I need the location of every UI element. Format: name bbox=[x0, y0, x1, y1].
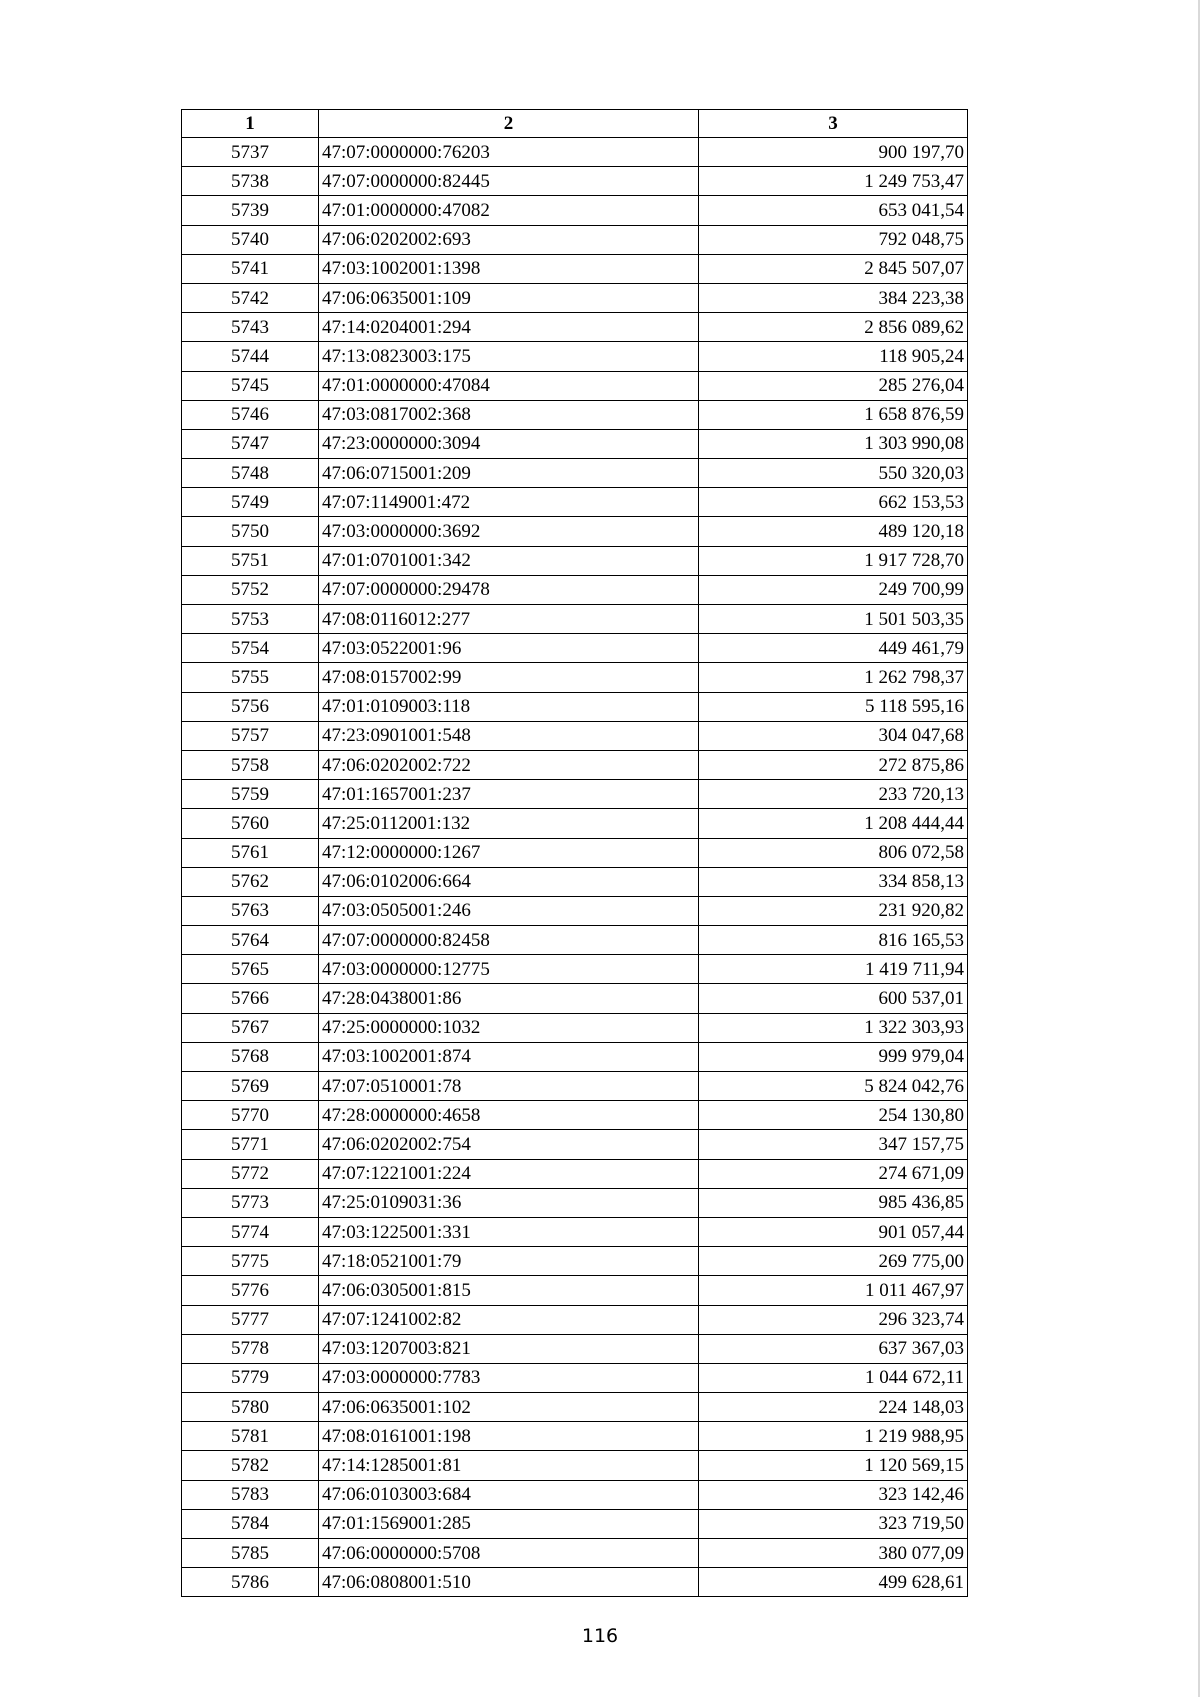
table-row bbox=[182, 1276, 968, 1305]
cadastral-value: 985 436,85 bbox=[699, 1188, 968, 1217]
row-number: 5776 bbox=[182, 1276, 319, 1305]
cadastral-number: 47:03:0000000:3692 bbox=[319, 517, 699, 546]
cadastral-number: 47:28:0000000:4658 bbox=[319, 1101, 699, 1130]
cadastral-number: 47:06:0103003:684 bbox=[319, 1480, 699, 1509]
table-row bbox=[182, 429, 968, 458]
cadastral-value: 816 165,53 bbox=[699, 926, 968, 955]
row-number: 5775 bbox=[182, 1247, 319, 1276]
table-row bbox=[182, 1159, 968, 1188]
row-number: 5779 bbox=[182, 1363, 319, 1392]
table-row bbox=[182, 1451, 968, 1480]
cadastral-value: 274 671,09 bbox=[699, 1159, 968, 1188]
cadastral-value: 2 856 089,62 bbox=[699, 313, 968, 342]
table-row bbox=[182, 1305, 968, 1334]
page-number: 116 bbox=[581, 1625, 619, 1647]
row-number: 5748 bbox=[182, 459, 319, 488]
cadastral-value: 5 824 042,76 bbox=[699, 1072, 968, 1101]
table-row bbox=[182, 283, 968, 312]
cadastral-value: 637 367,03 bbox=[699, 1334, 968, 1363]
row-number: 5773 bbox=[182, 1188, 319, 1217]
row-number: 5756 bbox=[182, 692, 319, 721]
cadastral-value: 901 057,44 bbox=[699, 1217, 968, 1246]
cadastral-number: 47:06:0305001:815 bbox=[319, 1276, 699, 1305]
table-row bbox=[182, 546, 968, 575]
cadastral-value: 900 197,70 bbox=[699, 138, 968, 167]
table-body bbox=[182, 138, 968, 1597]
row-number: 5757 bbox=[182, 721, 319, 750]
row-number: 5765 bbox=[182, 955, 319, 984]
cadastral-number: 47:06:0715001:209 bbox=[319, 459, 699, 488]
table-row bbox=[182, 225, 968, 254]
row-number: 5747 bbox=[182, 429, 319, 458]
cadastral-number: 47:07:0000000:76203 bbox=[319, 138, 699, 167]
cadastral-value: 1 303 990,08 bbox=[699, 429, 968, 458]
cadastral-number: 47:18:0521001:79 bbox=[319, 1247, 699, 1276]
cadastral-value: 304 047,68 bbox=[699, 721, 968, 750]
cadastral-value: 285 276,04 bbox=[699, 371, 968, 400]
cadastral-value: 323 719,50 bbox=[699, 1509, 968, 1538]
cadastral-value: 269 775,00 bbox=[699, 1247, 968, 1276]
header-col-3: 3 bbox=[699, 110, 968, 138]
table-row bbox=[182, 1480, 968, 1509]
cadastral-number: 47:06:0808001:510 bbox=[319, 1568, 699, 1597]
cadastral-number: 47:03:0817002:368 bbox=[319, 400, 699, 429]
cadastral-value: 323 142,46 bbox=[699, 1480, 968, 1509]
table-row bbox=[182, 1101, 968, 1130]
row-number: 5740 bbox=[182, 225, 319, 254]
cadastral-value: 662 153,53 bbox=[699, 488, 968, 517]
row-number: 5782 bbox=[182, 1451, 319, 1480]
row-number: 5786 bbox=[182, 1568, 319, 1597]
cadastral-number: 47:06:0202002:722 bbox=[319, 750, 699, 779]
cadastral-number: 47:01:0000000:47082 bbox=[319, 196, 699, 225]
row-number: 5769 bbox=[182, 1072, 319, 1101]
cadastral-number: 47:03:0522001:96 bbox=[319, 634, 699, 663]
table-header bbox=[182, 110, 968, 138]
row-number: 5744 bbox=[182, 342, 319, 371]
table-row bbox=[182, 1042, 968, 1071]
cadastral-number: 47:03:0000000:7783 bbox=[319, 1363, 699, 1392]
row-number: 5764 bbox=[182, 926, 319, 955]
row-number: 5742 bbox=[182, 283, 319, 312]
cadastral-value: 806 072,58 bbox=[699, 838, 968, 867]
cadastral-value: 380 077,09 bbox=[699, 1539, 968, 1568]
cadastral-number: 47:25:0000000:1032 bbox=[319, 1013, 699, 1042]
row-number: 5767 bbox=[182, 1013, 319, 1042]
cadastral-value: 1 219 988,95 bbox=[699, 1422, 968, 1451]
cadastral-value: 1 249 753,47 bbox=[699, 167, 968, 196]
cadastral-value: 1 501 503,35 bbox=[699, 605, 968, 634]
row-number: 5737 bbox=[182, 138, 319, 167]
cadastral-value: 118 905,24 bbox=[699, 342, 968, 371]
table-row bbox=[182, 867, 968, 896]
table-row bbox=[182, 692, 968, 721]
cadastral-number: 47:06:0202002:693 bbox=[319, 225, 699, 254]
table-row bbox=[182, 138, 968, 167]
cadastral-number: 47:01:0109003:118 bbox=[319, 692, 699, 721]
table-row bbox=[182, 1509, 968, 1538]
cadastral-value: 999 979,04 bbox=[699, 1042, 968, 1071]
table-row bbox=[182, 634, 968, 663]
cadastral-value: 1 208 444,44 bbox=[699, 809, 968, 838]
cadastral-number: 47:13:0823003:175 bbox=[319, 342, 699, 371]
cadastral-number: 47:01:0000000:47084 bbox=[319, 371, 699, 400]
table-row bbox=[182, 1568, 968, 1597]
cadastral-value: 233 720,13 bbox=[699, 780, 968, 809]
table-row bbox=[182, 1013, 968, 1042]
table-row bbox=[182, 1188, 968, 1217]
cadastral-value: 1 262 798,37 bbox=[699, 663, 968, 692]
row-number: 5772 bbox=[182, 1159, 319, 1188]
row-number: 5783 bbox=[182, 1480, 319, 1509]
table-row bbox=[182, 663, 968, 692]
cadastral-value: 449 461,79 bbox=[699, 634, 968, 663]
cadastral-value: 384 223,38 bbox=[699, 283, 968, 312]
table-row bbox=[182, 575, 968, 604]
table-row bbox=[182, 926, 968, 955]
cadastral-value: 347 157,75 bbox=[699, 1130, 968, 1159]
row-number: 5758 bbox=[182, 750, 319, 779]
row-number: 5746 bbox=[182, 400, 319, 429]
cadastral-value: 653 041,54 bbox=[699, 196, 968, 225]
table-row bbox=[182, 1393, 968, 1422]
cadastral-number: 47:08:0161001:198 bbox=[319, 1422, 699, 1451]
row-number: 5785 bbox=[182, 1539, 319, 1568]
cadastral-number: 47:03:1002001:1398 bbox=[319, 254, 699, 283]
header-row bbox=[182, 110, 968, 138]
cadastral-number: 47:01:1657001:237 bbox=[319, 780, 699, 809]
table-row bbox=[182, 1247, 968, 1276]
header-col-1: 1 bbox=[182, 110, 319, 138]
cadastral-number: 47:06:0102006:664 bbox=[319, 867, 699, 896]
table-row bbox=[182, 1539, 968, 1568]
cadastral-number: 47:07:1149001:472 bbox=[319, 488, 699, 517]
cadastral-number: 47:07:1241002:82 bbox=[319, 1305, 699, 1334]
cadastral-value: 1 917 728,70 bbox=[699, 546, 968, 575]
row-number: 5750 bbox=[182, 517, 319, 546]
row-number: 5766 bbox=[182, 984, 319, 1013]
row-number: 5777 bbox=[182, 1305, 319, 1334]
cadastral-value: 1 419 711,94 bbox=[699, 955, 968, 984]
cadastral-value: 550 320,03 bbox=[699, 459, 968, 488]
row-number: 5755 bbox=[182, 663, 319, 692]
cadastral-number: 47:08:0116012:277 bbox=[319, 605, 699, 634]
cadastral-number: 47:23:0000000:3094 bbox=[319, 429, 699, 458]
row-number: 5774 bbox=[182, 1217, 319, 1246]
cadastral-value-table bbox=[181, 109, 968, 1597]
cadastral-number: 47:08:0157002:99 bbox=[319, 663, 699, 692]
row-number: 5743 bbox=[182, 313, 319, 342]
row-number: 5739 bbox=[182, 196, 319, 225]
row-number: 5784 bbox=[182, 1509, 319, 1538]
cadastral-value: 1 658 876,59 bbox=[699, 400, 968, 429]
cadastral-value: 254 130,80 bbox=[699, 1101, 968, 1130]
row-number: 5754 bbox=[182, 634, 319, 663]
table-row bbox=[182, 780, 968, 809]
table-row bbox=[182, 400, 968, 429]
cadastral-value: 600 537,01 bbox=[699, 984, 968, 1013]
table-row bbox=[182, 1130, 968, 1159]
row-number: 5759 bbox=[182, 780, 319, 809]
cadastral-number: 47:14:1285001:81 bbox=[319, 1451, 699, 1480]
row-number: 5768 bbox=[182, 1042, 319, 1071]
row-number: 5762 bbox=[182, 867, 319, 896]
cadastral-number: 47:28:0438001:86 bbox=[319, 984, 699, 1013]
cadastral-value: 1 322 303,93 bbox=[699, 1013, 968, 1042]
cadastral-number: 47:07:0510001:78 bbox=[319, 1072, 699, 1101]
row-number: 5741 bbox=[182, 254, 319, 283]
header-col-2: 2 bbox=[319, 110, 699, 138]
row-number: 5761 bbox=[182, 838, 319, 867]
cadastral-value: 272 875,86 bbox=[699, 750, 968, 779]
cadastral-value: 792 048,75 bbox=[699, 225, 968, 254]
row-number: 5745 bbox=[182, 371, 319, 400]
table-row bbox=[182, 371, 968, 400]
cadastral-number: 47:07:0000000:82458 bbox=[319, 926, 699, 955]
cadastral-number: 47:03:1207003:821 bbox=[319, 1334, 699, 1363]
row-number: 5749 bbox=[182, 488, 319, 517]
table-row bbox=[182, 313, 968, 342]
table-row bbox=[182, 167, 968, 196]
table-row bbox=[182, 1422, 968, 1451]
row-number: 5778 bbox=[182, 1334, 319, 1363]
cadastral-number: 47:25:0112001:132 bbox=[319, 809, 699, 838]
table-row bbox=[182, 196, 968, 225]
cadastral-number: 47:06:0635001:102 bbox=[319, 1393, 699, 1422]
cadastral-number: 47:06:0000000:5708 bbox=[319, 1539, 699, 1568]
cadastral-number: 47:03:1225001:331 bbox=[319, 1217, 699, 1246]
row-number: 5780 bbox=[182, 1393, 319, 1422]
cadastral-number: 47:03:0000000:12775 bbox=[319, 955, 699, 984]
cadastral-value: 5 118 595,16 bbox=[699, 692, 968, 721]
cadastral-number: 47:07:0000000:29478 bbox=[319, 575, 699, 604]
cadastral-value: 249 700,99 bbox=[699, 575, 968, 604]
table-row bbox=[182, 809, 968, 838]
table-row bbox=[182, 721, 968, 750]
cadastral-value: 499 628,61 bbox=[699, 1568, 968, 1597]
cadastral-number: 47:06:0635001:109 bbox=[319, 283, 699, 312]
row-number: 5751 bbox=[182, 546, 319, 575]
cadastral-value: 296 323,74 bbox=[699, 1305, 968, 1334]
cadastral-number: 47:01:1569001:285 bbox=[319, 1509, 699, 1538]
cadastral-value: 1 044 672,11 bbox=[699, 1363, 968, 1392]
cadastral-number: 47:01:0701001:342 bbox=[319, 546, 699, 575]
cadastral-number: 47:12:0000000:1267 bbox=[319, 838, 699, 867]
cadastral-number: 47:03:0505001:246 bbox=[319, 896, 699, 925]
cadastral-number: 47:25:0109031:36 bbox=[319, 1188, 699, 1217]
table-row bbox=[182, 1334, 968, 1363]
cadastral-value: 1 011 467,97 bbox=[699, 1276, 968, 1305]
cadastral-number: 47:07:1221001:224 bbox=[319, 1159, 699, 1188]
row-number: 5763 bbox=[182, 896, 319, 925]
table-row bbox=[182, 750, 968, 779]
table-row bbox=[182, 342, 968, 371]
table-row bbox=[182, 488, 968, 517]
table-row bbox=[182, 955, 968, 984]
row-number: 5760 bbox=[182, 809, 319, 838]
table-row bbox=[182, 1363, 968, 1392]
cadastral-value: 2 845 507,07 bbox=[699, 254, 968, 283]
table-row bbox=[182, 1217, 968, 1246]
cadastral-number: 47:06:0202002:754 bbox=[319, 1130, 699, 1159]
row-number: 5753 bbox=[182, 605, 319, 634]
cadastral-number: 47:07:0000000:82445 bbox=[319, 167, 699, 196]
row-number: 5770 bbox=[182, 1101, 319, 1130]
cadastral-value: 231 920,82 bbox=[699, 896, 968, 925]
cadastral-number: 47:23:0901001:548 bbox=[319, 721, 699, 750]
cadastral-number: 47:03:1002001:874 bbox=[319, 1042, 699, 1071]
row-number: 5738 bbox=[182, 167, 319, 196]
row-number: 5771 bbox=[182, 1130, 319, 1159]
table-row bbox=[182, 605, 968, 634]
table-row bbox=[182, 896, 968, 925]
cadastral-number: 47:14:0204001:294 bbox=[319, 313, 699, 342]
table-row bbox=[182, 254, 968, 283]
row-number: 5752 bbox=[182, 575, 319, 604]
table-row bbox=[182, 459, 968, 488]
table-row bbox=[182, 1072, 968, 1101]
row-number: 5781 bbox=[182, 1422, 319, 1451]
table-row bbox=[182, 984, 968, 1013]
cadastral-value: 224 148,03 bbox=[699, 1393, 968, 1422]
table-row bbox=[182, 517, 968, 546]
cadastral-value: 334 858,13 bbox=[699, 867, 968, 896]
cadastral-value: 489 120,18 bbox=[699, 517, 968, 546]
table-row bbox=[182, 838, 968, 867]
cadastral-value: 1 120 569,15 bbox=[699, 1451, 968, 1480]
